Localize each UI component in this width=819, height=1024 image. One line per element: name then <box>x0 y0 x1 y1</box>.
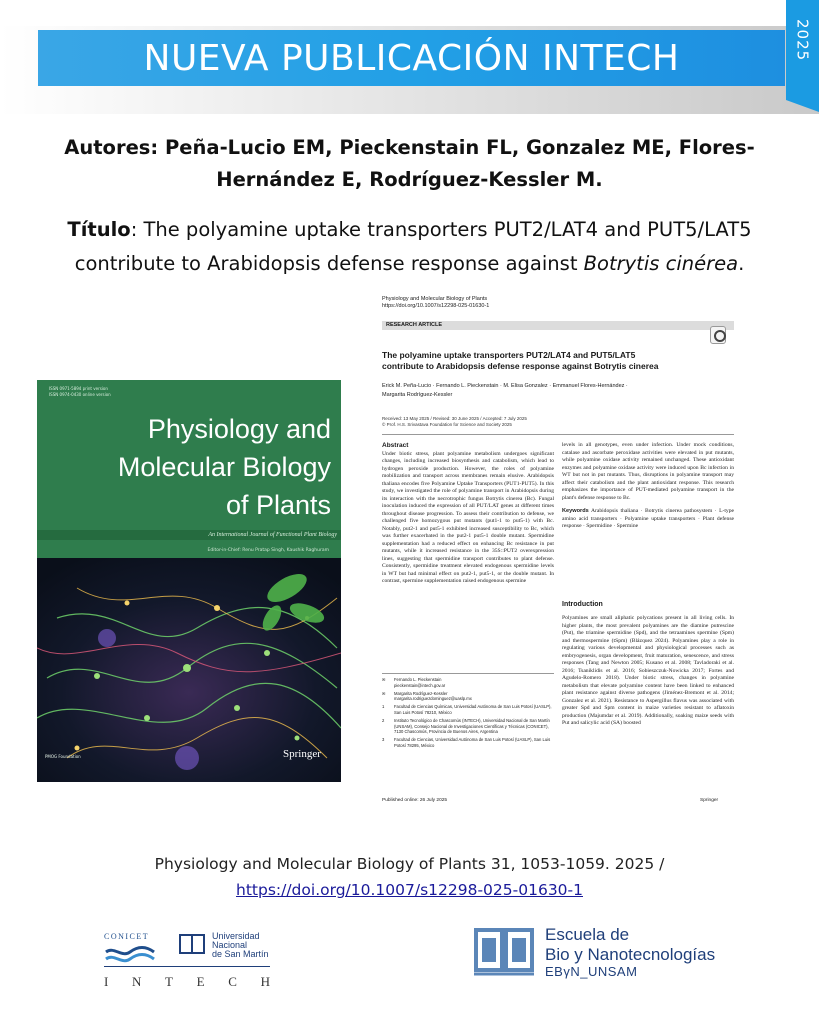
introduction-text: Polyamines are small aliphatic polycations present in all living cells. In higher plants, the most prevalent polyamines are the diamine putrescine (Put), the triamine spermidine (Spd), and the tetraamines spermine (Spm) and thermospermine (tSpm) (Blázquez 2024). Polyamines play a role in regulating various developmental and physiological processes such as embryogenesis, organ development, fruit maturation, senescence, and stress responses (Tang and Newton 2005; Kusano et al. 2008; Tavladoraki et al. 2016; Tsaniklidis et al. 2016; Sobieszczuk-Nowicka 2017; Fortes and Agudelo-Romero 2018). Under biotic stress, changes in polyamine metabolism that elevate polyamine content have been linked to enhanced plant resistance against diverse pathogens (Jiménez-Bremont et al. 2014; Gonzalez et al. 2021). Resistance to Aspergillus flavus was associated with greater Spd and Spm content in maize varieties resistant to aflatoxin production (Majumdar et al. 2019). Additionally, soaking maize seeds with Put and salicylic acid (SA) boosted <box>562 615 734 726</box>
title-text-b: contribute to Arabidopsis defense response against <box>74 252 584 275</box>
article-title-line2: contribute to Arabidopsis defense response against Botrytis cinerea <box>382 361 659 371</box>
abstract-text: Under biotic stress, plant polyamine metabolism undergoes significant changes, including increased biosynthesis and catabolism, which lead to hydrogen peroxide production. However, the roles of polyamine mobilization and transport across membranes remain elusive. Arabidopsis thaliana encodes five Polyamine Uptake Transporters (PUT1-PUT5). In this study, we investigated the role of polyamine transport in Arabidopsis during its interaction with the necrotrophic fungus Botrytis cinerea (Bc). Fungal inoculation induced the expression of all PUT/LAT genes at different times throughout disease progression. To assess their contribution to defense, we challenged five homozygous put mutants (put1-1 to put5-1) with Bc. Notably, put2-1 and put5-1 exhibited increased susceptibility to Bc, which was further exacerbated in the put2-1 put5-1 double mutant. Spermidine supplementation had a reduced effect on enhancing Bc resistance in put mutants, while it increased resistance in the 35S::PUT2 overexpression lines, suggesting that spermidine transport contributes to plant defense. Consistently, spermidine treatment elevated endogenous spermidine levels in WT but had minimal effect on put2-1, put5-1, or the double mutant. In contrast, spermine supplementation raised endogenous spermine <box>382 450 554 584</box>
unsam-line2: Nacional <box>212 940 248 950</box>
note-affiliation-1 <box>382 704 554 715</box>
cover-issn-online: ISSN 0974-0430 online version <box>49 392 111 397</box>
ebyn-line1: Escuela de <box>545 925 630 944</box>
intech-letter: E <box>196 974 205 989</box>
cover-title-line2: Molecular Biology <box>117 452 331 482</box>
note-corresponding-2 <box>382 691 554 702</box>
title-species: Botrytis cinérea <box>583 252 739 275</box>
article-authors-line1: Erick M. Peña-Lucio · Fernando L. Pieckenstain · M. Elisa Gonzalez · Emmanuel Flores-Hernández · <box>382 383 628 389</box>
citation-text: Physiology and Molecular Biology of Plants 31, 1053-1059. 2025 / <box>154 855 665 873</box>
notes-divider <box>382 673 554 674</box>
note-text: Facultad de Ciencias Químicas, Universidad Autónoma de San Luis Potosí (UASLP), San Luis Potosí 78210, México <box>394 704 552 715</box>
cover-editor: Editor-in-Chief: Renu Pratap Singh, Kaushik Raghuram <box>207 548 329 553</box>
check-for-updates-icon <box>710 326 726 344</box>
authors-block <box>40 132 779 196</box>
article-authors <box>382 382 734 400</box>
abstract-continuation <box>562 442 734 531</box>
article-journal: Physiology and Molecular Biology of Plants <box>382 296 488 302</box>
article-title-line1: The polyamine uptake transporters PUT2/LAT4 and PUT5/LAT5 <box>382 350 636 360</box>
cover-title-line3: of Plants <box>225 490 331 520</box>
doi-link[interactable]: https://doi.org/10.1007/s12298-025-01630-1 <box>236 881 583 899</box>
authors-label: Autores: <box>64 136 159 159</box>
published-date: Published online: 26 July 2025 <box>382 798 448 803</box>
cover-issn <box>49 386 111 398</box>
intech-letter: I <box>104 974 109 989</box>
article-dates <box>382 416 734 428</box>
conicet-logo-text: CONICET <box>104 932 150 941</box>
title-end: . <box>738 252 745 275</box>
cover-title <box>51 410 331 524</box>
note-marker: 2 <box>382 718 385 724</box>
authors-line2: Hernández E, Rodríguez-Kessler M. <box>216 168 603 191</box>
keywords-text: Arabidopsis thaliana · Botrytis cinerea pathosystem · L-type amino acid transporters · Polyamine uptake transporters · Plant defense response · Spermidine · Spermine <box>562 508 734 529</box>
ebyn-logo-text <box>545 925 715 965</box>
note-marker: 3 <box>382 737 385 743</box>
ebyn-book-icon <box>472 924 536 980</box>
note-text: Fernando L. Pieckenstain pieckenstain@intech.gov.ar <box>394 677 446 688</box>
article-divider <box>382 434 734 435</box>
banner-title: NUEVA PUBLICACIÓN INTECH <box>143 37 680 79</box>
intech-letter: N <box>132 974 142 989</box>
title-text-a: : The polyamine uptake transporters PUT2/LAT4 and PUT5/LAT5 <box>130 218 752 241</box>
note-text: Facultad de Ciencias, Universidad Autónoma de San Luis Potosí (UASLP), San Luis Potosí 78295, México <box>394 737 551 748</box>
unsam-line1: Universidad <box>212 931 260 941</box>
article-authors-line2: Margarita Rodríguez-Kessler <box>382 392 453 398</box>
ebyn-line2: Bio y Nanotecnologías <box>545 945 716 964</box>
cover-foundation: PMOG Foundation <box>45 754 81 759</box>
logo-divider <box>104 966 270 967</box>
article-dates-line2: © Prof. H.S. Srivastava Foundation for Science and Society 2025 <box>382 422 512 427</box>
journal-cover <box>37 380 341 782</box>
article-journal-header <box>382 296 489 310</box>
intech-logo-text <box>104 974 270 990</box>
cover-title-line1: Physiology and <box>147 414 331 444</box>
note-affiliation-3 <box>382 737 554 748</box>
springer-footer: Springer <box>700 798 719 803</box>
mail-icon: ✉ <box>382 690 386 696</box>
cover-subtitle: An International Journal of Functional Plant Biology <box>208 532 337 538</box>
unsam-book-icon <box>178 932 206 956</box>
keywords-heading: Keywords <box>562 508 589 514</box>
note-corresponding-1 <box>382 677 554 688</box>
intech-letter: H <box>260 974 270 989</box>
note-text: Margarita Rodríguez-Kessler margarita.rodriguezdominguez@uaslp.mx <box>394 690 472 702</box>
authors-line1: Peña-Lucio EM, Pieckenstain FL, Gonzalez ME, Flores- <box>165 136 755 159</box>
article-title <box>382 350 712 372</box>
note-marker: 1 <box>382 704 385 710</box>
ebyn-logo-subtext: EBγN_UNSAM <box>545 964 638 979</box>
cover-issn-print: ISSN 0971-5894 print version <box>49 386 108 391</box>
note-affiliation-2 <box>382 718 554 735</box>
citation <box>20 851 799 903</box>
abstract-heading: Abstract <box>382 442 409 449</box>
intech-letter: C <box>228 974 237 989</box>
title-label: Título <box>67 218 131 241</box>
intech-letter: T <box>165 974 173 989</box>
note-text: Instituto Tecnológico de Chascomús (INTECH), Universidad Nacional de San Martín (UNSAM), Consejo Nacional de Investigaciones Científicas y Técnicas (CONICET), 7130 Chascomús, Provincia de Buenos Aires, Argentina <box>394 718 550 735</box>
unsam-line3: de San Martín <box>212 949 269 959</box>
article-doi: https://doi.org/10.1007/s12298-025-01630-1 <box>382 303 490 309</box>
abstract-column <box>382 442 554 586</box>
article-section-bar: RESEARCH ARTICLE <box>382 321 734 330</box>
article-dates-line1: Received: 13 May 2025 / Revised: 30 June 2025 / Accepted: 7 July 2025 <box>382 416 527 421</box>
cover-publisher: Springer <box>283 748 321 760</box>
conicet-wave-icon <box>104 944 156 964</box>
unsam-logo-text <box>212 932 269 959</box>
paper-title-block <box>20 213 799 281</box>
year-label: 2025 <box>793 18 812 62</box>
introduction-heading: Introduction <box>562 601 603 608</box>
mail-icon: ✉ <box>382 677 386 682</box>
affiliation-notes <box>382 677 554 751</box>
article-page <box>376 290 794 812</box>
abstract-continuation-text: levels in all genotypes, even under infection. Under mock conditions, catalase and ascorbate peroxidase activities were elevated in put mutants, while polyamine oxidase activity remained unchanged. These antioxidant enzymes and polyamine oxidase activity were induced upon Bc infection in WT but not in put mutants. Thus, disruptions in polyamine transport may affect their catabolism and the plant antioxidant response. This research emphasizes the importance of PUT-mediated polyamine transport in the plant's defense response to Bc. <box>562 442 734 501</box>
